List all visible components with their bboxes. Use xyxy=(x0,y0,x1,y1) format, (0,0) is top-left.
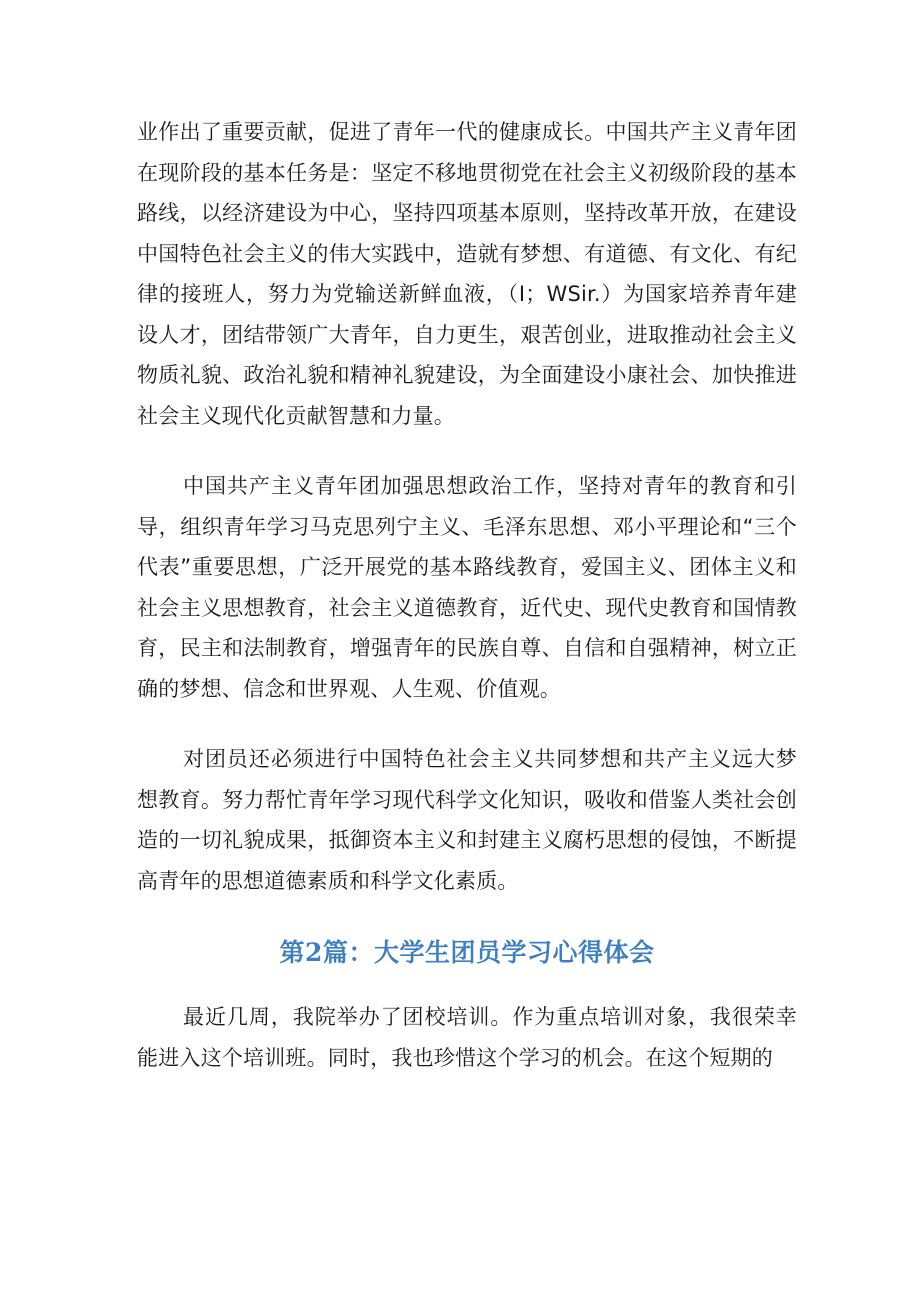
paragraph-section-intro: 最近几周，我院举办了团校培训。作为重点培训对象，我很荣幸能进入这个培训班。同时，我也珍惜这个学习的机会。在这个短期的 xyxy=(137,1005,797,1070)
paragraph-continued: 业作出了重要贡献，促进了青年一代的健康成长。中国共产主义青年团在现阶段的基本任务是：坚定不移地贯彻党在社会主义初级阶段的基本路线，以经济建设为中心，坚持四项基本原则，坚持改革开放，在建设中国特色社会主义的伟大实践中，造就有梦想、有道德、有文化、有纪律的接班人，努力为党输送新鲜血液，（I；WSir.）为国家培养青年建设人才，团结带领广大青年，自力更生，艰苦创业，进取推动社会主义物质礼貌、政治礼貌和精神礼貌建设，为全面建设小康社会、加快推进社会主义现代化贡献智慧和力量。 xyxy=(137,120,797,428)
paragraph-member-education: 对团员还必须进行中国特色社会主义共同梦想和共产主义远大梦想教育。努力帮忙青年学习现代科学文化知识，吸收和借鉴人类社会创造的一切礼貌成果，抵御资本主义和封建主义腐朽思想的侵蚀，不断提高青年的思想道德素质和科学文化素质。 xyxy=(137,747,797,893)
paragraph-ideological-work: 中国共产主义青年团加强思想政治工作，坚持对青年的教育和引导，组织青年学习马克思列宁主义、毛泽东思想、邓小平理论和“三个代表”重要思想，广泛开展党的基本路线教育，爱国主义、团体主义和社会主义思想教育，社会主义道德教育，近代史、现代史教育和国情教育，民主和法制教育，增强青年的民族自尊、自信和自强精神，树立正确的梦想、信念和世界观、人生观、价值观。 xyxy=(137,474,797,701)
section-heading: 第2篇：大学生团员学习心得体会 xyxy=(279,938,655,967)
document-body xyxy=(137,112,797,1078)
